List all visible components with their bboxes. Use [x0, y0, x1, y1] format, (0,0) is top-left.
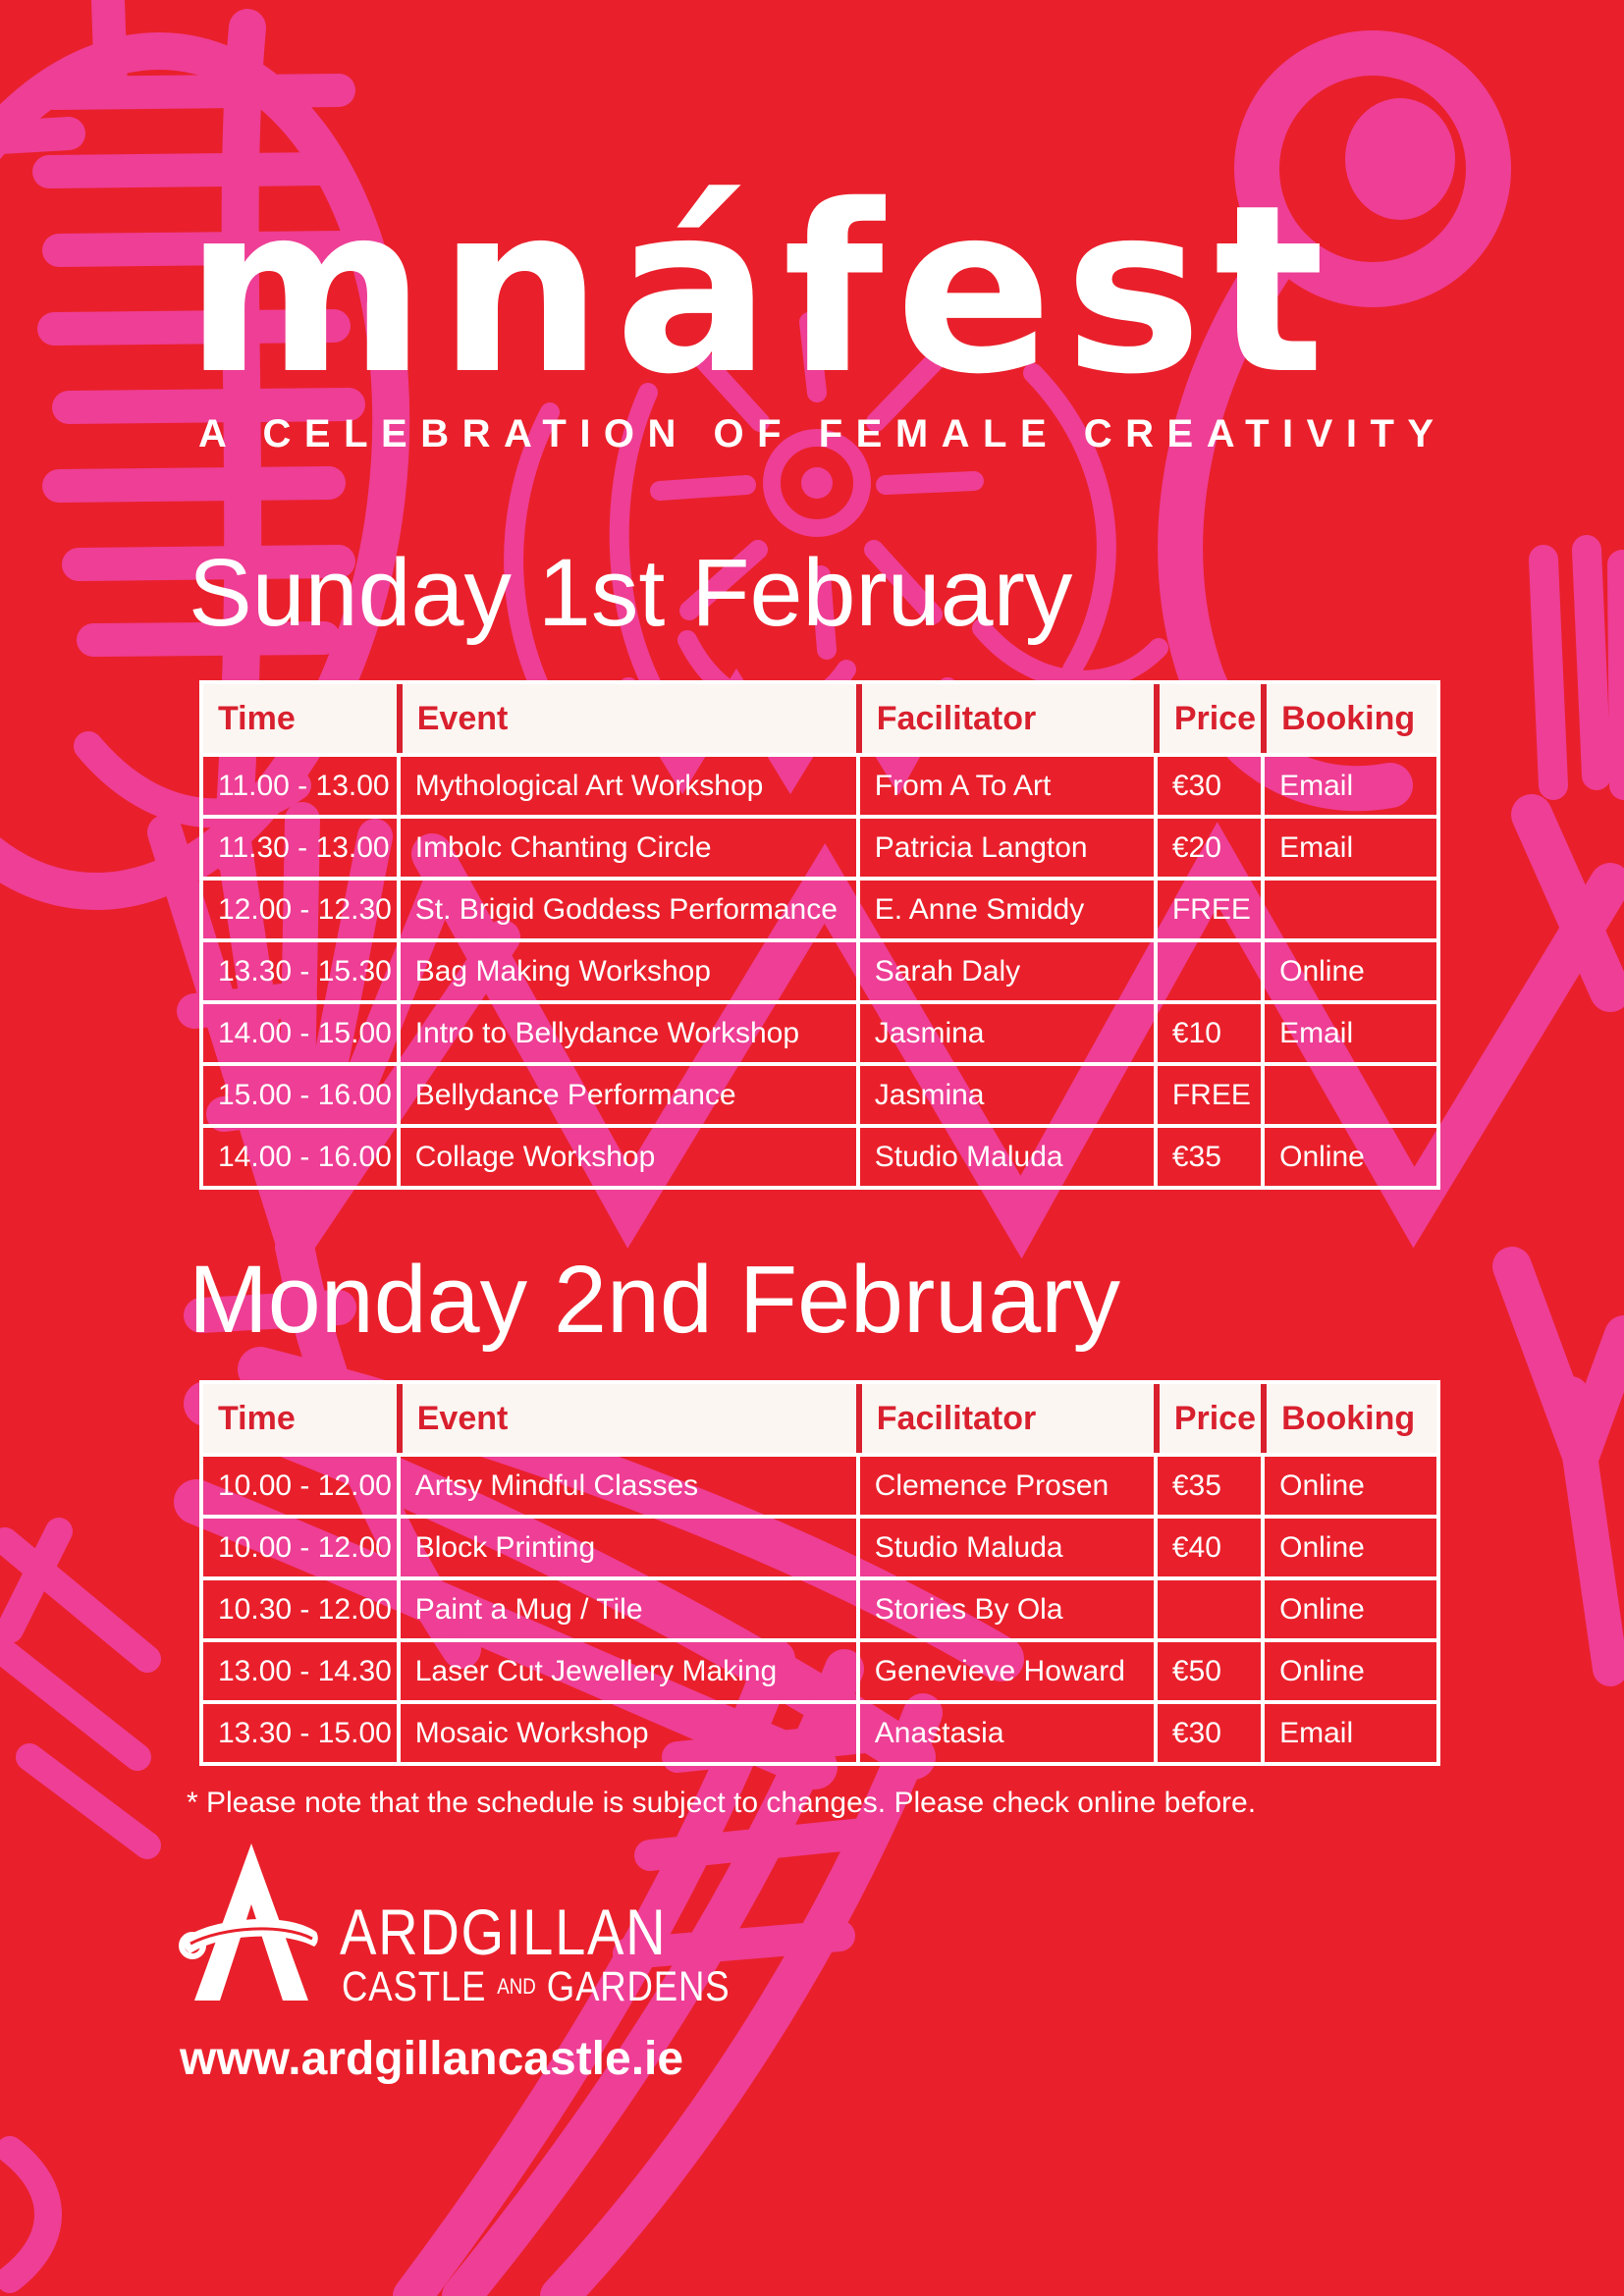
cell-time: 14.00 - 15.00 [203, 1000, 397, 1062]
cell-booking: Online [1261, 1515, 1436, 1576]
cell-event: Intro to Bellydance Workshop [397, 1000, 856, 1062]
corner-doodle [0, 1531, 147, 2279]
logo-sub-gardens: GARDENS [546, 1963, 731, 2010]
logo-sub-castle: CASTLE [342, 1963, 487, 2010]
cell-booking: Online [1261, 1124, 1436, 1186]
cell-price [1154, 1576, 1261, 1638]
cell-time: 13.30 - 15.00 [203, 1700, 397, 1762]
column-header-facilitator: Facilitator [856, 1384, 1154, 1453]
cell-time: 10.30 - 12.00 [203, 1576, 397, 1638]
cell-price: €20 [1154, 815, 1261, 877]
cell-booking [1261, 877, 1436, 938]
cell-price: €50 [1154, 1638, 1261, 1700]
monday-schedule-table [199, 1380, 1440, 1766]
cell-facilitator: Jasmina [856, 1062, 1154, 1124]
cell-facilitator: Genevieve Howard [856, 1638, 1154, 1700]
cell-price [1154, 938, 1261, 1000]
column-header-booking: Booking [1261, 684, 1436, 753]
cell-event: Imbolc Chanting Circle [397, 815, 856, 877]
cell-price: FREE [1154, 1062, 1261, 1124]
column-header-price: Price [1154, 684, 1261, 753]
cell-booking: Email [1261, 753, 1436, 815]
cell-event: Paint a Mug / Tile [397, 1576, 856, 1638]
cell-facilitator: From A To Art [856, 753, 1154, 815]
column-header-facilitator: Facilitator [856, 684, 1154, 753]
ardgillan-logo-name: ARDGILLAN [340, 1896, 668, 1968]
cell-event: St. Brigid Goddess Performance [397, 877, 856, 938]
cell-time: 12.00 - 12.30 [203, 877, 397, 938]
cell-booking: Email [1261, 1000, 1436, 1062]
festival-title: mnáfest [185, 155, 1337, 425]
cell-time: 11.00 - 13.00 [203, 753, 397, 815]
cell-booking: Email [1261, 1700, 1436, 1762]
cell-booking [1261, 1062, 1436, 1124]
cell-time: 15.00 - 16.00 [203, 1062, 397, 1124]
cell-event: Bag Making Workshop [397, 938, 856, 1000]
cell-time: 14.00 - 16.00 [203, 1124, 397, 1186]
cell-facilitator: E. Anne Smiddy [856, 877, 1154, 938]
cell-event: Artsy Mindful Classes [397, 1453, 856, 1515]
column-header-price: Price [1154, 1384, 1261, 1453]
cell-event: Block Printing [397, 1515, 856, 1576]
schedule-note: * Please note that the schedule is subject to changes. Please check online before. [187, 1787, 1257, 1819]
cell-price: €35 [1154, 1124, 1261, 1186]
cell-facilitator: Patricia Langton [856, 815, 1154, 877]
cell-event: Mosaic Workshop [397, 1700, 856, 1762]
column-header-event: Event [397, 684, 856, 753]
cell-facilitator: Stories By Ola [856, 1576, 1154, 1638]
column-header-time: Time [203, 1384, 397, 1453]
cell-price: €30 [1154, 1700, 1261, 1762]
cell-event: Collage Workshop [397, 1124, 856, 1186]
cell-price: €10 [1154, 1000, 1261, 1062]
website-url: www.ardgillancastle.ie [180, 2033, 684, 2085]
hatch-doodle [1543, 550, 1624, 785]
cell-event: Bellydance Performance [397, 1062, 856, 1124]
ardgillan-logo-subtitle [342, 1963, 731, 2011]
cell-booking: Online [1261, 1638, 1436, 1700]
cell-facilitator: Jasmina [856, 1000, 1154, 1062]
column-header-time: Time [203, 684, 397, 753]
cell-price: €35 [1154, 1453, 1261, 1515]
cell-facilitator: Clemence Prosen [856, 1453, 1154, 1515]
ardgillan-logo-icon [179, 1842, 324, 2008]
cell-time: 11.30 - 13.00 [203, 815, 397, 877]
cell-booking: Online [1261, 1576, 1436, 1638]
logo-sub-and: AND [497, 1974, 536, 1999]
cell-time: 10.00 - 12.00 [203, 1453, 397, 1515]
cell-facilitator: Studio Maluda [856, 1515, 1154, 1576]
cell-facilitator: Sarah Daly [856, 938, 1154, 1000]
cell-price: FREE [1154, 877, 1261, 938]
column-header-booking: Booking [1261, 1384, 1436, 1453]
cell-time: 13.30 - 15.30 [203, 938, 397, 1000]
cell-price: €30 [1154, 753, 1261, 815]
sunday-schedule-table [199, 680, 1440, 1190]
monday-heading: Monday 2nd February [189, 1246, 1120, 1353]
cell-event: Laser Cut Jewellery Making [397, 1638, 856, 1700]
festival-subtitle: A CELEBRATION OF FEMALE CREATIVITY [198, 412, 1447, 455]
cell-facilitator: Anastasia [856, 1700, 1154, 1762]
cell-booking: Online [1261, 1453, 1436, 1515]
cell-facilitator: Studio Maluda [856, 1124, 1154, 1186]
cell-booking: Online [1261, 938, 1436, 1000]
cell-time: 10.00 - 12.00 [203, 1515, 397, 1576]
cell-price: €40 [1154, 1515, 1261, 1576]
cell-event: Mythological Art Workshop [397, 753, 856, 815]
column-header-event: Event [397, 1384, 856, 1453]
cell-booking: Email [1261, 815, 1436, 877]
sunday-heading: Sunday 1st February [189, 539, 1073, 646]
cell-time: 13.00 - 14.30 [203, 1638, 397, 1700]
